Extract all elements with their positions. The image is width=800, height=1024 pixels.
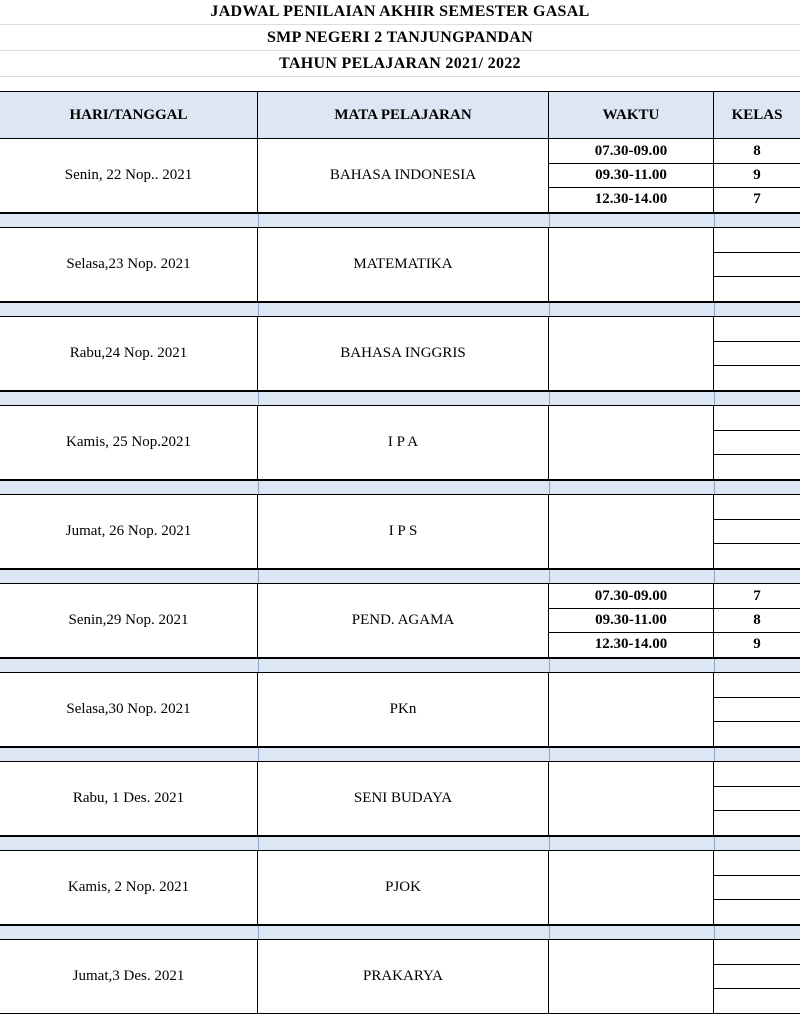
subject-cell: I P S (258, 495, 549, 568)
time-column (549, 584, 714, 657)
table-row (0, 139, 800, 213)
time-divider (549, 632, 713, 633)
table-row (0, 228, 800, 302)
header-subject: MATA PELAJARAN (258, 92, 549, 138)
separator-gridline (549, 748, 550, 761)
title-line-1: JADWAL PENILAIAN AKHIR SEMESTER GASAL (210, 3, 590, 20)
class-divider (714, 519, 800, 520)
day-cell: Jumat,3 Des. 2021 (0, 940, 258, 1013)
day-cell: Rabu, 1 Des. 2021 (0, 762, 258, 835)
time-slot: 07.30-09.00 (594, 143, 668, 159)
time-divider (549, 187, 713, 188)
day-cell: Jumat, 26 Nop. 2021 (0, 495, 258, 568)
time-divider (549, 608, 713, 609)
class-column (714, 406, 800, 479)
time-column (549, 228, 714, 301)
separator-gridline (714, 214, 715, 227)
separator-gridline (714, 303, 715, 316)
header-time: WAKTU (549, 92, 714, 138)
subject-cell: PRAKARYA (258, 940, 549, 1013)
separator-gridline (258, 214, 259, 227)
class-column (714, 673, 800, 746)
separator-gridline (714, 392, 715, 405)
class-column (714, 851, 800, 924)
title-divider (0, 50, 800, 51)
class-divider (714, 786, 800, 787)
subject-cell: I P A (258, 406, 549, 479)
table-row (0, 584, 800, 658)
subject-cell: BAHASA INDONESIA (258, 139, 549, 212)
time-column (549, 406, 714, 479)
class-divider (714, 543, 800, 544)
separator-gridline (549, 214, 550, 227)
class-divider (714, 899, 800, 900)
class-divider (714, 341, 800, 342)
row-separator (0, 569, 800, 584)
separator-gridline (258, 392, 259, 405)
row-separator (0, 836, 800, 851)
separator-gridline (258, 481, 259, 494)
time-column (549, 851, 714, 924)
subject-cell: MATEMATIKA (258, 228, 549, 301)
time-slot: 12.30-14.00 (594, 636, 668, 652)
separator-gridline (258, 659, 259, 672)
table-header (0, 91, 800, 139)
class-column (714, 139, 800, 212)
class-divider (714, 187, 800, 188)
time-slot: 12.30-14.00 (594, 191, 668, 207)
class-column (714, 228, 800, 301)
row-separator (0, 302, 800, 317)
time-column (549, 762, 714, 835)
separator-gridline (549, 926, 550, 939)
time-slot: 09.30-11.00 (595, 612, 667, 628)
table-row (0, 406, 800, 480)
class-value: 9 (753, 636, 761, 652)
time-column (549, 495, 714, 568)
day-cell: Senin,29 Nop. 2021 (0, 584, 258, 657)
class-divider (714, 252, 800, 253)
table-row (0, 317, 800, 391)
separator-gridline (258, 748, 259, 761)
day-cell: Selasa,30 Nop. 2021 (0, 673, 258, 746)
row-separator (0, 213, 800, 228)
separator-gridline (549, 392, 550, 405)
subject-cell: BAHASA INGGRIS (258, 317, 549, 390)
class-value: 7 (753, 588, 761, 604)
class-column (714, 317, 800, 390)
subject-cell: SENI BUDAYA (258, 762, 549, 835)
class-divider (714, 632, 800, 633)
class-value: 8 (753, 612, 761, 628)
day-cell: Senin, 22 Nop.. 2021 (0, 139, 258, 212)
row-separator (0, 391, 800, 406)
class-divider (714, 365, 800, 366)
separator-gridline (549, 481, 550, 494)
day-cell: Kamis, 25 Nop.2021 (0, 406, 258, 479)
separator-gridline (258, 303, 259, 316)
class-divider (714, 697, 800, 698)
class-value: 7 (753, 191, 761, 207)
time-slot: 07.30-09.00 (594, 588, 668, 604)
separator-gridline (714, 570, 715, 583)
separator-gridline (549, 837, 550, 850)
class-divider (714, 430, 800, 431)
subject-cell: PEND. AGAMA (258, 584, 549, 657)
class-value: 8 (753, 143, 761, 159)
separator-gridline (714, 659, 715, 672)
table-row (0, 495, 800, 569)
class-divider (714, 721, 800, 722)
time-column (549, 940, 714, 1013)
class-divider (714, 163, 800, 164)
class-divider (714, 964, 800, 965)
time-column (549, 139, 714, 212)
time-column (549, 317, 714, 390)
class-value: 9 (753, 167, 761, 183)
class-column (714, 495, 800, 568)
separator-gridline (549, 303, 550, 316)
header-class: KELAS (731, 107, 783, 123)
title-divider (0, 24, 800, 25)
subject-cell: PKn (258, 673, 549, 746)
day-cell: Selasa,23 Nop. 2021 (0, 228, 258, 301)
class-divider (714, 988, 800, 989)
row-separator (0, 658, 800, 673)
class-divider (714, 276, 800, 277)
title-line-3: TAHUN PELAJARAN 2021/ 2022 (279, 55, 521, 72)
subject-cell: PJOK (258, 851, 549, 924)
table-row (0, 851, 800, 925)
class-divider (714, 810, 800, 811)
class-column (714, 940, 800, 1013)
separator-gridline (714, 926, 715, 939)
title-divider (0, 76, 800, 77)
table-row (0, 762, 800, 836)
class-divider (714, 454, 800, 455)
row-separator (0, 480, 800, 495)
separator-gridline (258, 926, 259, 939)
class-divider (714, 608, 800, 609)
row-separator (0, 747, 800, 762)
separator-gridline (549, 570, 550, 583)
class-divider (714, 875, 800, 876)
time-slot: 09.30-11.00 (595, 167, 667, 183)
separator-gridline (714, 837, 715, 850)
separator-gridline (549, 659, 550, 672)
separator-gridline (258, 570, 259, 583)
separator-gridline (714, 748, 715, 761)
row-separator (0, 925, 800, 940)
day-cell: Kamis, 2 Nop. 2021 (0, 851, 258, 924)
class-column (714, 584, 800, 657)
title-line-2: SMP NEGERI 2 TANJUNGPANDAN (266, 29, 534, 46)
table-row (0, 940, 800, 1014)
separator-gridline (258, 837, 259, 850)
table-row (0, 673, 800, 747)
header-day: HARI/TANGGAL (0, 92, 258, 138)
separator-gridline (714, 481, 715, 494)
day-cell: Rabu,24 Nop. 2021 (0, 317, 258, 390)
time-divider (549, 163, 713, 164)
class-column (714, 762, 800, 835)
time-column (549, 673, 714, 746)
